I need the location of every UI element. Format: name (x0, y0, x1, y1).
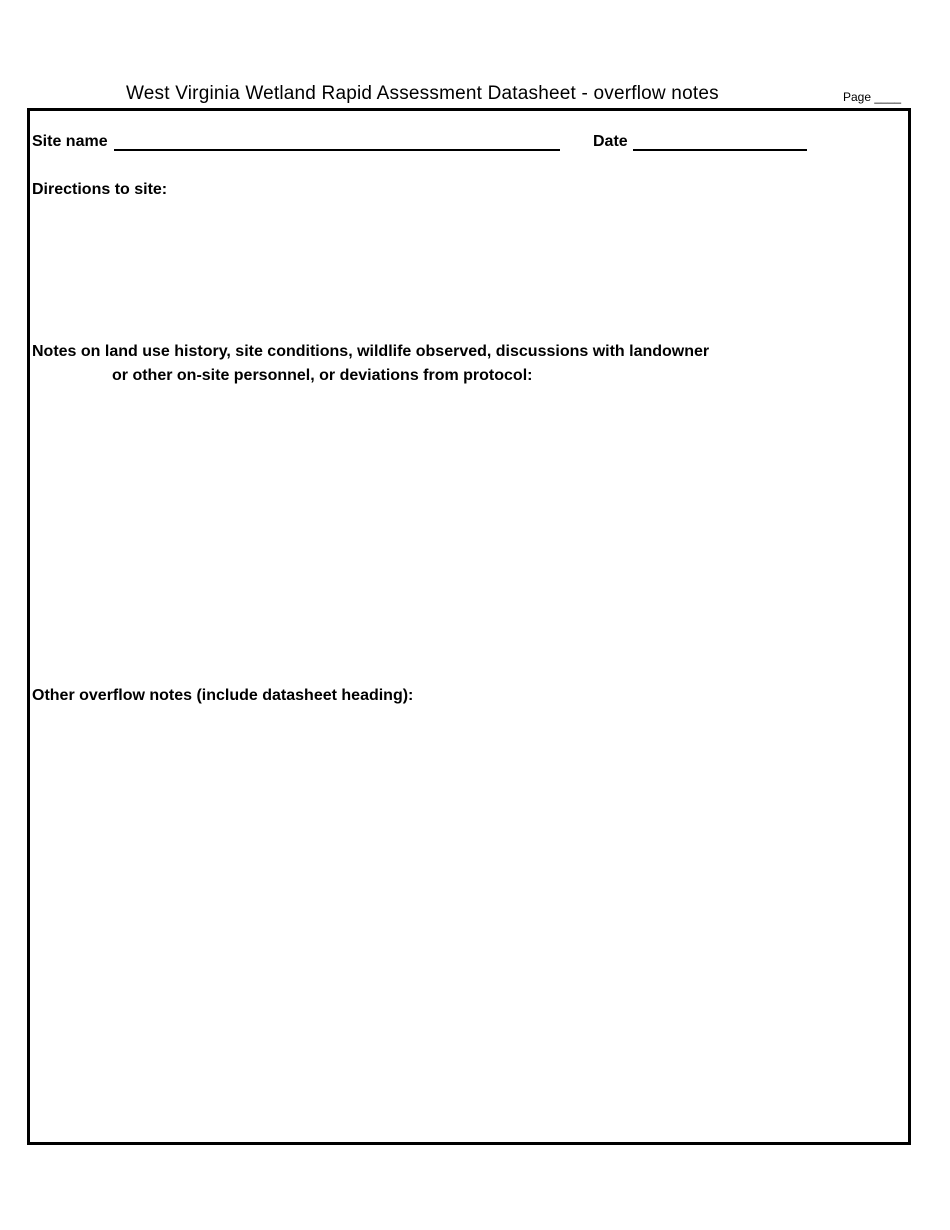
date-blank-line[interactable] (633, 149, 807, 151)
notes-label-line2: or other on-site personnel, or deviations from protocol: (112, 367, 533, 384)
page-title: West Virginia Wetland Rapid Assessment Datasheet - overflow notes (126, 83, 719, 104)
site-name-blank-line[interactable] (114, 149, 560, 151)
site-name-label: Site name (32, 133, 108, 150)
notes-label-line1: Notes on land use history, site conditions, wildlife observed, discussions with landowner (32, 343, 710, 360)
other-notes-label: Other overflow notes (include datasheet heading): (32, 687, 414, 704)
directions-label: Directions to site: (32, 181, 168, 198)
date-label: Date (593, 133, 628, 150)
form-border (27, 108, 911, 1145)
page-number-field: Page ____ (843, 90, 902, 104)
